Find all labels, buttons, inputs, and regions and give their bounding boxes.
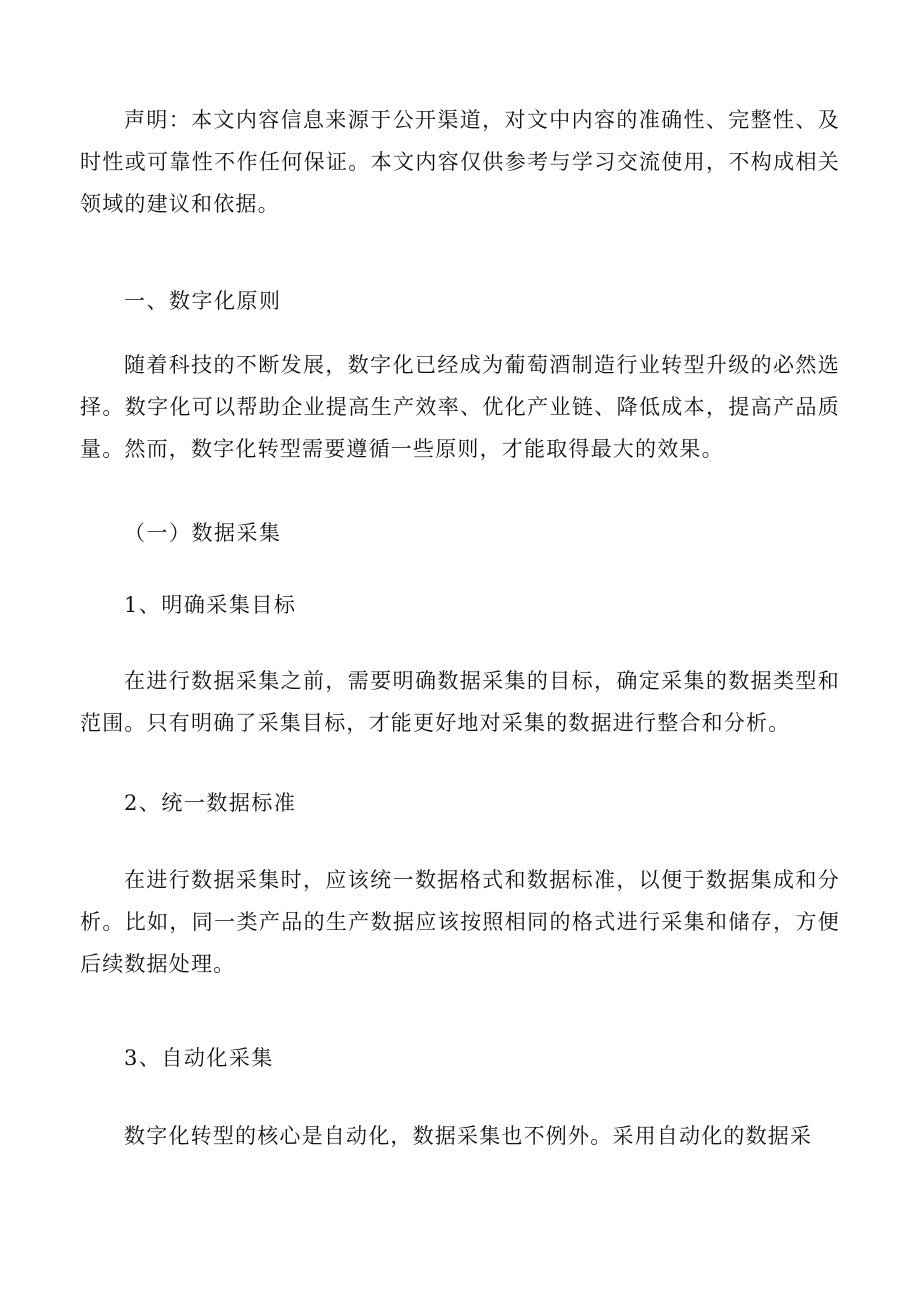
- section-title-digitalization-principles: 一、数字化原则: [124, 289, 282, 313]
- item-paragraph-unified-standards: 在进行数据采集时，应该统一数据格式和数据标准，以便于数据集成和分析。比如，同一类产品的生产数据应该按照相同的格式进行采集和储存，方便后续数据处理。: [80, 868, 840, 976]
- disclaimer-paragraph: 声明：本文内容信息来源于公开渠道，对文中内容的准确性、完整性、及时性或可靠性不作任何保证。本文内容仅供参考与学习交流使用，不构成相关领域的建议和依据。: [80, 108, 840, 216]
- item-title-clear-goals: 1、明确采集目标: [124, 593, 297, 617]
- item-title-automated-collection: 3、自动化采集: [124, 1046, 274, 1070]
- subsection-title-data-collection: （一）数据采集: [124, 521, 282, 545]
- section-intro-paragraph: 随着科技的不断发展，数字化已经成为葡萄酒制造行业转型升级的必然选择。数字化可以帮助企业提高生产效率、优化产业链、降低成本，提高产品质量。然而，数字化转型需要遵循一些原则，才能取得最大的效果。: [80, 353, 840, 461]
- item-title-unified-standards: 2、统一数据标准: [124, 791, 297, 815]
- item-paragraph-automated-collection: 数字化转型的核心是自动化，数据采集也不例外。采用自动化的数据采: [124, 1124, 813, 1148]
- item-paragraph-clear-goals: 在进行数据采集之前，需要明确数据采集的目标，确定采集的数据类型和范围。只有明确了采集目标，才能更好地对采集的数据进行整合和分析。: [80, 669, 840, 735]
